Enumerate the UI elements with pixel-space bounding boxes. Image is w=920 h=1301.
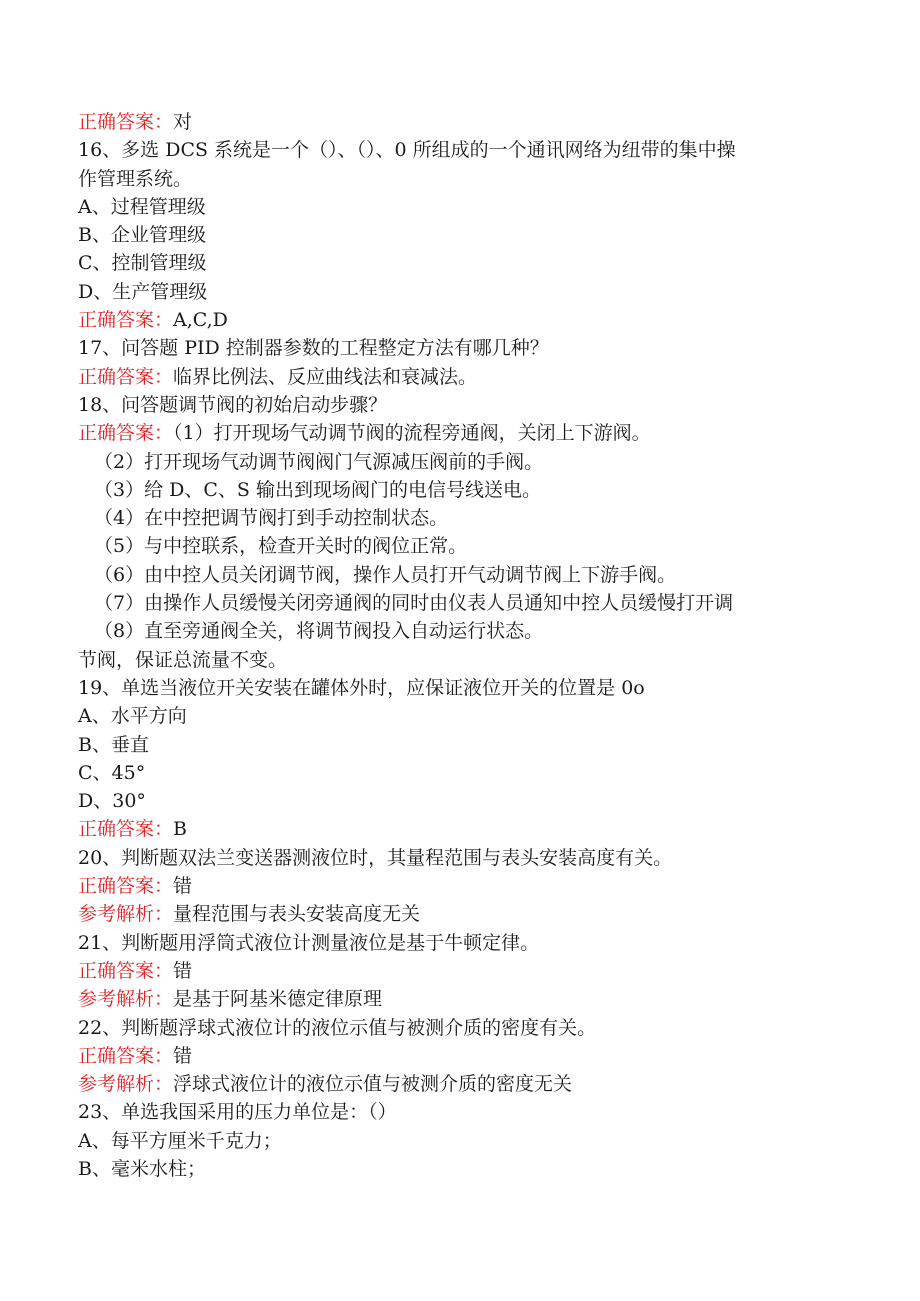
q16-answer xyxy=(78,306,838,334)
q20-answer xyxy=(78,872,838,900)
answer-value: B xyxy=(173,818,187,841)
analysis-label: 参考解析： xyxy=(78,1073,174,1096)
q20-stem: 20、判断题双法兰变送器测液位时，其量程范围与表头安装高度有关。 xyxy=(78,846,673,869)
answer-value: 错 xyxy=(173,959,193,982)
answer-value: （1）打开现场气动调节阀的流程旁通阀，关闭上下游阀。 xyxy=(173,422,651,445)
analysis-label: 参考解析： xyxy=(78,903,174,926)
answer-value: 临界比例法、反应曲线法和衰减法。 xyxy=(173,365,478,388)
q18-step-7: （7）由操作人员缓慢关闭旁通阀的同时由仪表人员通知中控人员缓慢打开调 xyxy=(94,592,734,615)
q18-stem: 18、问答题调节阀的初始启动步骤？ xyxy=(78,393,388,416)
q16-stem: 16、多选 DCS 系统是一个（）、（）、0 所组成的一个通讯网络为纽带的集中操 xyxy=(78,139,736,162)
q18-step-8: （8）直至旁通阀全关，将调节阀投入自动运行状态。 xyxy=(94,620,544,643)
q18-step-6: （6）由中控人员关闭调节阀，操作人员打开气动调节阀上下游手阀。 xyxy=(94,563,677,586)
q21-analysis xyxy=(78,985,838,1013)
question-list xyxy=(78,108,838,1183)
q21-stem: 21、判断题用浮筒式液位计测量液位是基于牛顿定律。 xyxy=(78,931,540,954)
q19-option-c: C、45° xyxy=(78,761,146,784)
q17-answer xyxy=(78,363,838,391)
q16-option-c: C、控制管理级 xyxy=(78,252,207,275)
q16-stem-cont: 作管理系统。 xyxy=(78,167,193,190)
q23-stem: 23、单选我国采用的压力单位是：（） xyxy=(78,1101,397,1124)
answer-label: 正确答案： xyxy=(78,875,174,898)
q22-answer xyxy=(78,1042,838,1070)
q18-step-5: （5）与中控联系，检查开关时的阀位正常。 xyxy=(94,535,468,558)
q17-stem: 17、问答题 PID 控制器参数的工程整定方法有哪几种？ xyxy=(78,337,549,360)
q16-option-a: A、过程管理级 xyxy=(78,195,206,218)
analysis-label: 参考解析： xyxy=(78,988,174,1011)
q21-answer xyxy=(78,957,838,985)
q19-answer xyxy=(78,815,838,843)
answer-label: 正确答案： xyxy=(78,1044,174,1067)
q16-option-b: B、企业管理级 xyxy=(78,224,206,247)
answer-value: 错 xyxy=(173,1044,193,1067)
q20-analysis xyxy=(78,900,838,928)
analysis-value: 量程范围与表头安装高度无关 xyxy=(173,903,421,926)
answer-value: A,C,D xyxy=(173,309,228,332)
q19-option-b: B、垂直 xyxy=(78,733,149,756)
answer-value: 错 xyxy=(173,875,193,898)
analysis-value: 浮球式液位计的液位示值与被测介质的密度无关 xyxy=(173,1073,573,1096)
q18-step-7-cont: 节阀，保证总流量不变。 xyxy=(78,648,288,671)
answer-label: 正确答案： xyxy=(78,111,174,133)
q18-answer xyxy=(78,419,838,447)
answer-label: 正确答案： xyxy=(78,309,174,332)
q18-step-4: （4）在中控把调节阀打到手动控制状态。 xyxy=(94,507,449,530)
q22-stem: 22、判断题浮球式液位计的液位示值与被测介质的密度有关。 xyxy=(78,1016,597,1039)
q19-stem: 19、单选当液位开关安装在罐体外时，应保证液位开关的位置是 0o xyxy=(78,676,645,699)
answer-label: 正确答案： xyxy=(78,422,174,445)
q16-option-d: D、生产管理级 xyxy=(78,280,208,303)
q23-option-b: B、毫米水柱； xyxy=(78,1157,206,1180)
q18-step-2: （2）打开现场气动调节阀阀门气源减压阀前的手阀。 xyxy=(94,450,544,473)
q19-option-d: D、30° xyxy=(78,790,146,813)
answer-label: 正确答案： xyxy=(78,365,174,388)
q18-step-3: （3）给 D、C、S 输出到现场阀门的电信号线送电。 xyxy=(94,478,541,501)
analysis-value: 是基于阿基米德定律原理 xyxy=(173,988,383,1011)
q23-option-a: A、每平方厘米千克力； xyxy=(78,1129,282,1152)
q22-analysis xyxy=(78,1070,838,1098)
answer-value: 对 xyxy=(173,111,193,133)
q15-answer xyxy=(78,108,838,136)
answer-label: 正确答案： xyxy=(78,959,174,982)
q19-option-a: A、水平方向 xyxy=(78,705,187,728)
answer-label: 正确答案： xyxy=(78,818,174,841)
